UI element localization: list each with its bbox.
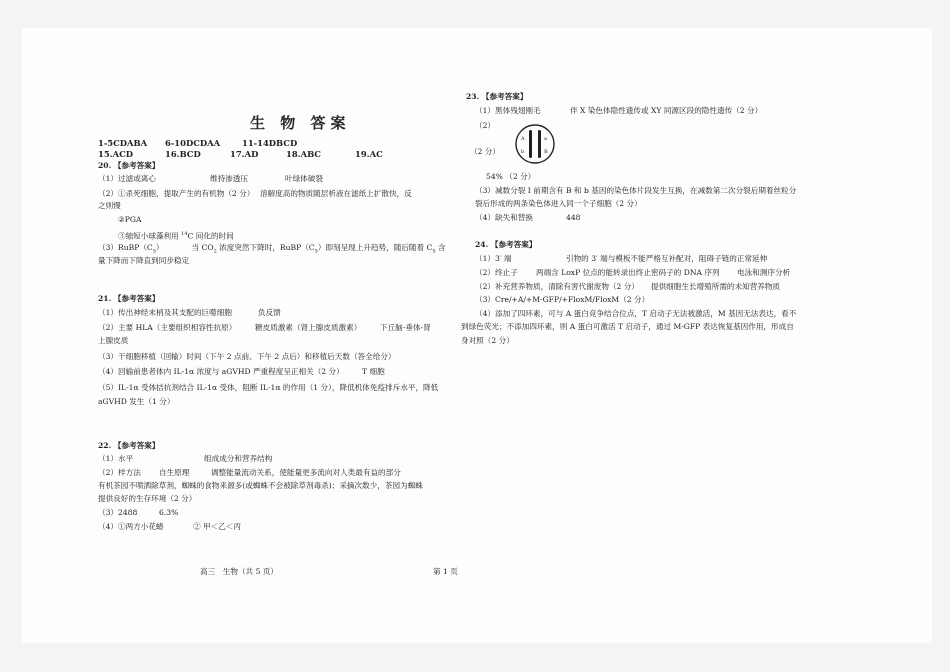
q22-line2c: 调整能量流动关系，使能量更多流向对人类最有益的部分 bbox=[211, 468, 401, 477]
q20-line1b: 维持渗透压 bbox=[210, 174, 248, 183]
mc-answer-6-10: 6-10DCDAA bbox=[165, 138, 221, 148]
chromosome-diagram bbox=[513, 122, 557, 166]
q24-line5: （4）添加了四环素，可与 A 蛋白竞争结合位点，T 启动子无法被激活，M 基因无法表达，看不 bbox=[475, 309, 797, 318]
gene-label-b: b bbox=[521, 149, 525, 155]
q21-line2a: （2）主要 HLA（主要组织相容性抗原） bbox=[98, 323, 237, 332]
q22-line4: 提供良好的生存环境（2 分） bbox=[98, 494, 197, 503]
q21-line3: 上腺皮质 bbox=[98, 336, 129, 345]
mc-answer-1-5: 1-5CDABA bbox=[98, 138, 148, 148]
q22-line1a: （1）水平 bbox=[98, 454, 134, 463]
q20-line1a: （1）过滤或离心 bbox=[98, 174, 156, 183]
q23-line5: （3）减数分裂 I 前期含有 B 和 b 基因的染色体片段发生互换，在减数第二次分裂后期着丝粒分 bbox=[475, 186, 797, 195]
q24-line6: 到绿色荧光；不添加四环素，则 A 蛋白可激活 T 启动子，通过 M-GFP 表达恢复基因作用，形成自 bbox=[461, 322, 794, 331]
q23-heading: 23. 【参考答案】 bbox=[466, 92, 528, 101]
q21-line6: （5）IL-1α 受体拮抗剂结合 IL-1α 受体，阻断 IL-1α 的作用（1 分），降低机体免疫排斥水平，降低 bbox=[98, 383, 439, 392]
q21-line2b: 糖皮质激素（肾上腺皮质激素） bbox=[255, 323, 362, 332]
q24-line3b: 提供细胞生长增殖所需的未知营养物质 bbox=[651, 282, 781, 291]
q21-line7: aGVHD 发生（1 分） bbox=[98, 397, 175, 406]
q24-line1b: 引物的 3′ 端与模板不能严格互补配对，阻碍子链的正常延伸 bbox=[566, 254, 768, 263]
q23-line7b: 448 bbox=[566, 213, 581, 222]
q20-heading: 20. 【参考答案】 bbox=[98, 161, 160, 170]
q21-line1b: 负反馈 bbox=[258, 308, 281, 317]
q23-line2: （2） bbox=[475, 121, 496, 130]
mc-answer-17: 17.AD bbox=[230, 149, 259, 159]
q24-line2c: 电泳和测序分析 bbox=[737, 268, 791, 277]
q23-line7a: （4）缺失和替换 bbox=[475, 213, 533, 222]
gene-label-a: a bbox=[544, 136, 547, 142]
mc-answer-16: 16.BCD bbox=[165, 149, 201, 159]
q24-line1a: （1）3′ 端 bbox=[475, 254, 512, 263]
gene-label-B: B bbox=[544, 149, 548, 155]
mc-answer-15: 15.ACD bbox=[98, 149, 133, 159]
q21-line4: （3）干细胞移植（回输）时间（下午 2 点前、下午 2 点后）和移植后天数（答全给分） bbox=[98, 352, 396, 361]
q24-line3a: （2）补充营养物质，清除有害代谢废物（2 分） bbox=[475, 282, 639, 291]
q20-line5: $(3)RuBP(C_5)$ 当 $CO_2$ 浓度突然下降时，$RuBP(C_5)$即刻呈现上升趋势，随后随着 $C_5$ 含 bbox=[98, 243, 446, 255]
mc-answer-18: 18.ABC bbox=[286, 149, 321, 159]
q22-heading: 22. 【参考答案】 bbox=[98, 441, 160, 450]
q20-line3: ②PGA bbox=[118, 215, 142, 224]
page-title: 生 物 答案 bbox=[250, 114, 351, 132]
q20-line2b: 溶解度高的物质随层析液在滤纸上扩散快，反 bbox=[260, 189, 412, 198]
q22-line2b: 自生原理 bbox=[159, 468, 190, 477]
q22-line3: 有机茶园不喷洒除草剂，蜘蛛的食物来源多(或蜘蛛不会被除草剂毒杀)；采摘次数少，茶园为蜘蛛 bbox=[98, 481, 423, 490]
mc-answer-19: 19.AC bbox=[355, 149, 383, 159]
q21-heading: 21. 【参考答案】 bbox=[98, 294, 160, 303]
footer-course: 高三 生物（共 5 页） bbox=[200, 567, 279, 576]
q22-line6b: ② 甲＜乙＜丙 bbox=[193, 522, 241, 531]
q20-line1c: 叶绿体破裂 bbox=[285, 174, 323, 183]
q24-line2b: 两端含 LoxP 位点的能转录出终止密码子的 DNA 序列 bbox=[536, 268, 720, 277]
q20-line6: 量下降而下降直到同步稳定 bbox=[98, 256, 190, 265]
mc-answer-11-14: 11-14DBCD bbox=[242, 138, 298, 148]
q22-line1b: 组成成分和营养结构 bbox=[204, 454, 273, 463]
q24-line2a: （2）终止子 bbox=[475, 268, 518, 277]
q22-line2a: （2）样方法 bbox=[98, 468, 141, 477]
q24-heading: 24. 【参考答案】 bbox=[475, 240, 537, 249]
gene-label-A: A bbox=[521, 136, 525, 142]
q20-line2a: （2）①杀死细胞，提取产生的有机物（2 分） bbox=[98, 189, 255, 198]
q20-line2c: 之则慢 bbox=[98, 201, 121, 210]
q22-line5b: 6.3% bbox=[159, 508, 179, 517]
footer-page-number: 第 1 页 bbox=[433, 567, 458, 576]
q23-line6: 裂后形成的两条染色体进入同一个子细胞（2 分） bbox=[475, 199, 642, 208]
q22-line5a: （3）2488 bbox=[98, 508, 138, 517]
q20-line4: ③缩短小球藻利用 $^{14}$C 同化的时间 bbox=[118, 231, 234, 241]
q21-line2c: 下丘脑-垂体-肾 bbox=[380, 323, 431, 332]
q23-line3: （2 分） bbox=[470, 147, 501, 156]
q21-line1a: （1）传出神经末梢及其支配的巨噬细胞 bbox=[98, 308, 232, 317]
q24-line4: （3）Cre/+A/+M-GFP/+FloxM/FloxM（2 分） bbox=[475, 295, 650, 304]
q21-line5b: T 细胞 bbox=[362, 367, 385, 376]
q22-line6a: （4）①两方小花蝽 bbox=[98, 522, 164, 531]
q23-line1a: （1）黑体残翅刚毛 bbox=[475, 106, 541, 115]
q21-line5a: （4）回输前患者体内 IL-1α 浓度与 aGVHD 严重程度呈正相关（2 分） bbox=[98, 367, 344, 376]
q23-line1b: 伴 X 染色体隐性遗传或 XY 同源区段的隐性遗传（2 分） bbox=[570, 106, 763, 115]
q23-line4: 54% （2 分） bbox=[486, 172, 536, 181]
q24-line7: 身对照（2 分） bbox=[461, 336, 514, 345]
